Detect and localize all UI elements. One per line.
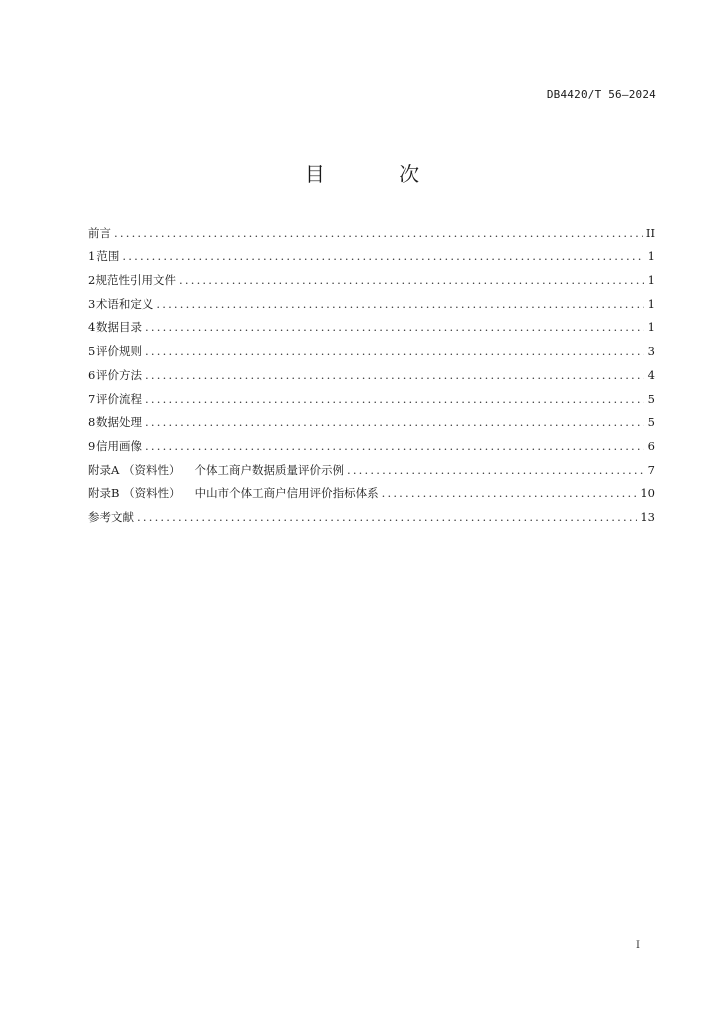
toc-entry-page: 1	[647, 249, 655, 264]
toc-leader-dots	[114, 225, 643, 241]
toc-entry-label: 评价流程	[96, 391, 143, 406]
toc-leader-dots	[156, 296, 644, 312]
toc-leader-dots	[145, 414, 644, 430]
toc-entry-label: 数据目录	[96, 320, 143, 335]
toc-entry-number: 2	[88, 273, 96, 288]
toc-entry-scope[interactable]	[88, 241, 655, 265]
toc-entry-page: 6	[647, 438, 655, 453]
toc-entry-foreword[interactable]	[88, 217, 655, 241]
toc-entry-number: 4	[88, 320, 96, 335]
toc-entry-label: 数据处理	[96, 415, 143, 430]
toc-entry-number: 8	[88, 415, 96, 430]
appendix-title: 个体工商户数据质量评价示例	[194, 462, 344, 477]
toc-entry-appendix-b[interactable]	[88, 478, 655, 502]
toc-entry-page: 13	[640, 509, 655, 524]
toc-leader-dots	[122, 248, 644, 264]
toc-entry-page: 1	[647, 296, 655, 311]
toc-entry-data-processing[interactable]	[88, 407, 655, 431]
appendix-label: 附录B （资料性）	[88, 486, 181, 501]
toc-leader-dots	[179, 272, 644, 288]
toc-entry-label: 评价规则	[96, 344, 143, 359]
toc-entry-page: 10	[640, 486, 655, 501]
toc-entry-number: 7	[88, 391, 96, 406]
toc-entry-label: 术语和定义	[95, 296, 154, 311]
toc-entry-number: 1	[88, 249, 96, 264]
page-number: I	[636, 940, 640, 951]
toc-entry-page: 1	[647, 320, 655, 335]
toc-entry-page: 7	[647, 462, 655, 477]
toc-entry-number: 6	[88, 367, 96, 382]
toc-entry-number: 3	[88, 296, 96, 311]
toc-leader-dots	[145, 438, 644, 454]
toc-leader-dots	[347, 462, 644, 478]
toc-entry-label	[88, 462, 344, 478]
toc-entry-page: 1	[647, 273, 655, 288]
toc-entry-normative-references[interactable]	[88, 264, 655, 288]
toc-entry-terms-definitions[interactable]	[88, 288, 655, 312]
document-code: DB4420/T 56—2024	[546, 88, 656, 101]
toc-entry-label: 范围	[96, 249, 120, 264]
toc-leader-dots	[382, 485, 638, 501]
toc-entry-page: 4	[647, 367, 655, 382]
toc-entry-label: 参考文献	[88, 509, 134, 524]
toc-leader-dots	[145, 367, 644, 383]
toc-entry-evaluation-process[interactable]	[88, 383, 655, 407]
toc-entry-page: 3	[647, 344, 655, 359]
toc-entry-number: 5	[88, 344, 96, 359]
toc-leader-dots	[145, 391, 644, 407]
table-of-contents	[88, 217, 655, 525]
toc-entry-label: 评价方法	[96, 367, 143, 382]
toc-entry-label: 信用画像	[96, 438, 143, 453]
toc-title: 目 次	[304, 162, 454, 186]
toc-entry-label: 前言	[88, 225, 111, 240]
toc-entry-label	[88, 485, 379, 501]
toc-entry-page: 5	[647, 415, 655, 430]
toc-entry-credit-profile[interactable]	[88, 430, 655, 454]
toc-leader-dots	[145, 343, 644, 359]
appendix-label: 附录A （资料性）	[88, 462, 181, 477]
toc-entry-page: II	[645, 225, 655, 240]
toc-leader-dots	[145, 319, 644, 335]
appendix-title: 中山市个体工商户信用评价指标体系	[194, 486, 379, 501]
toc-leader-dots	[137, 509, 637, 525]
toc-entry-page: 5	[647, 391, 655, 406]
toc-entry-evaluation-methods[interactable]	[88, 359, 655, 383]
toc-entry-data-catalog[interactable]	[88, 312, 655, 336]
toc-entry-appendix-a[interactable]	[88, 454, 655, 478]
toc-entry-bibliography[interactable]	[88, 501, 655, 525]
toc-entry-number: 9	[88, 438, 96, 453]
toc-entry-label: 规范性引用文件	[95, 273, 176, 288]
toc-entry-evaluation-rules[interactable]	[88, 335, 655, 359]
